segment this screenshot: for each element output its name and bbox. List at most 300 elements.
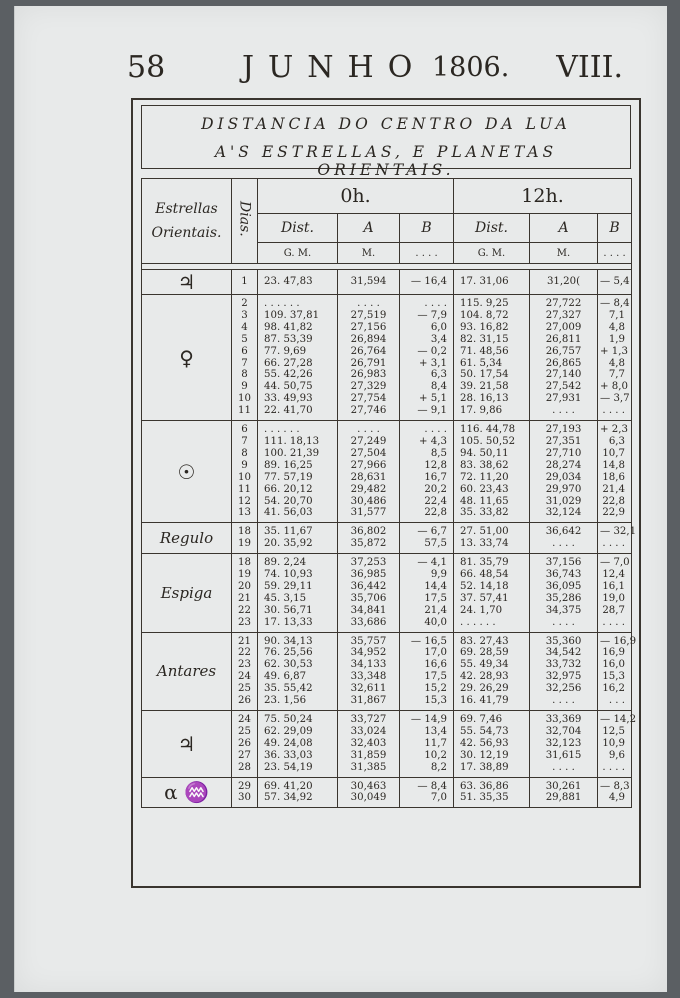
time-0h-header: 0h. — [258, 179, 454, 214]
day-cell — [232, 711, 258, 778]
day-cell — [232, 523, 258, 554]
day-value: 7 — [241, 357, 248, 369]
day-value: 27 — [238, 749, 251, 761]
distance-0h-value: 90. 34,13 — [264, 635, 313, 647]
distance-12h-value: 55. 49,34 — [460, 659, 509, 671]
distance-0h-cell — [258, 523, 338, 554]
a-0h-value: 26,791 — [350, 357, 387, 369]
distance-12h-value: . . . . . . — [460, 616, 496, 628]
distance-12h-cell — [454, 777, 530, 808]
day-value: 24 — [238, 714, 251, 725]
b-0h-value: 22,4 — [424, 495, 448, 507]
body-name-cell: ♀ — [142, 295, 232, 421]
b-0h-value: 40,0 — [424, 616, 448, 628]
distance-0h-value: 45. 3,15 — [264, 592, 307, 604]
b-12h-value: 10,7 — [602, 447, 626, 459]
distance-12h-value: 83. 38,62 — [460, 459, 509, 471]
distance-12h-value: 72. 11,20 — [460, 471, 509, 483]
distance-0h-value: 62. 30,53 — [264, 659, 313, 671]
distance-12h-value: 28. 16,13 — [460, 393, 509, 405]
distance-0h-value: 49. 24,08 — [264, 737, 313, 749]
b-12h-value: 18,6 — [602, 471, 626, 483]
a-12h-value: 26,811 — [545, 333, 582, 345]
day-value: 2 — [241, 298, 248, 309]
day-value: 21 — [238, 635, 251, 647]
a-12h-value: 27,193 — [545, 424, 582, 436]
b-0h-value: 20,2 — [424, 483, 448, 495]
a-0h-value: 28,631 — [350, 471, 387, 483]
a-12h-cell — [530, 295, 598, 421]
a-0h-value: 36,802 — [350, 526, 387, 538]
a-0h-value: 30,486 — [350, 495, 387, 507]
day-value: 7 — [241, 435, 248, 447]
day-value: 22 — [238, 604, 251, 616]
distance-0h-value: 30. 56,71 — [264, 604, 313, 616]
a-12h-value: 29,970 — [545, 483, 582, 495]
unit-dots-12h: . . . . — [598, 243, 632, 264]
a-12h-value: 27,351 — [545, 435, 582, 447]
b-12h-value: — 5,4 — [600, 276, 630, 288]
b-12h-value: 14,8 — [602, 459, 626, 471]
unit-gm-0h: G. M. — [258, 243, 338, 264]
distance-12h-value: 50. 17,54 — [460, 369, 509, 381]
table-row — [142, 421, 632, 523]
a-12h-value: . . . . — [552, 538, 575, 550]
day-value: 13 — [238, 507, 251, 519]
distance-12h-value: 42. 28,93 — [460, 671, 509, 683]
a-12h-header: A — [530, 214, 598, 243]
distance-12h-value: 94. 50,11 — [460, 447, 509, 459]
b-12h-value: 4,9 — [608, 792, 626, 804]
distance-0h-value: 22. 41,70 — [264, 405, 313, 417]
day-value: 29 — [238, 780, 251, 792]
unit-m-12h: M. — [530, 243, 598, 264]
distance-12h-value: 48. 11,65 — [460, 495, 509, 507]
a-12h-value: 30,261 — [545, 780, 582, 792]
b-12h-value: 7,7 — [608, 369, 626, 381]
body-name-cell: Espiga — [142, 554, 232, 632]
a-12h-cell — [530, 711, 598, 778]
table-row — [142, 295, 632, 421]
a-12h-value: 27,710 — [545, 447, 582, 459]
day-value: 8 — [241, 447, 248, 459]
b-12h-value: 16,9 — [602, 647, 626, 659]
b-12h-value: 1,9 — [608, 333, 626, 345]
table-row — [142, 777, 632, 808]
a-12h-value: 35,360 — [545, 635, 582, 647]
distance-0h-value: 35. 55,42 — [264, 683, 313, 695]
distance-0h-value: 77. 9,69 — [264, 345, 307, 357]
b-0h-value: . . . . — [424, 298, 448, 309]
b-12h-value: . . . . — [602, 616, 626, 628]
b-0h-value: 13,4 — [424, 725, 448, 737]
b-0h-value: — 7,9 — [417, 309, 448, 321]
b-12h-value: — 3,7 — [600, 393, 630, 405]
distance-12h-value: 17. 38,89 — [460, 761, 509, 773]
distance-12h-value: 27. 51,00 — [460, 526, 509, 538]
unit-m-0h: M. — [338, 243, 400, 264]
a-12h-value: 27,327 — [545, 309, 582, 321]
b-12h-value: + 2,3 — [600, 424, 628, 436]
a-0h-value: 31,859 — [350, 749, 387, 761]
b-0h-value: — 0,2 — [417, 345, 448, 357]
b-12h-value: 15,3 — [602, 671, 626, 683]
b-0h-value: — 16,5 — [410, 635, 448, 647]
b-0h-value: 21,4 — [424, 604, 448, 616]
b-12h-value: 4,8 — [608, 357, 626, 369]
a-12h-value: 32,975 — [545, 671, 582, 683]
b-12h-value: 22,9 — [602, 507, 626, 519]
day-value: 3 — [241, 309, 248, 321]
distance-0h-value: 41. 56,03 — [264, 507, 313, 519]
day-cell — [232, 632, 258, 710]
b-12h-cell — [598, 632, 637, 710]
b-12h-value: 22,8 — [602, 495, 626, 507]
distance-0h-value: 44. 50,75 — [264, 381, 313, 393]
stars-header-line-2: Orientais. — [151, 225, 222, 241]
body-name-cell: Regulo — [142, 523, 232, 554]
a-0h-cell — [338, 295, 400, 421]
b-0h-value: 8,5 — [430, 447, 448, 459]
b-0h-value: 12,8 — [424, 459, 448, 471]
a-12h-cell — [530, 421, 598, 523]
distance-12h-value: 51. 35,35 — [460, 792, 509, 804]
days-header-label: Dias. — [236, 201, 253, 237]
days-column-header — [232, 179, 258, 264]
b-12h-value: 19,0 — [602, 592, 626, 604]
distance-12h-value: 115. 9,25 — [460, 298, 509, 309]
distance-12h-value: 69. 7,46 — [460, 714, 503, 725]
b-12h-value: — 16,9 — [600, 635, 637, 647]
b-12h-cell — [598, 523, 637, 554]
day-value: 24 — [238, 671, 251, 683]
a-0h-value: 31,867 — [350, 695, 387, 707]
a-12h-value: 34,542 — [545, 647, 582, 659]
distance-12h-value: 116. 44,78 — [460, 424, 516, 436]
b-0h-value: 15,3 — [424, 695, 448, 707]
b-0h-value: 17,0 — [424, 647, 448, 659]
b-12h-value: 12,5 — [602, 725, 626, 737]
a-0h-value: 35,706 — [350, 592, 387, 604]
b-12h-value: 28,7 — [602, 604, 626, 616]
day-cell — [232, 295, 258, 421]
distance-12h-value: 63. 36,86 — [460, 780, 509, 792]
b-0h-cell — [400, 421, 454, 523]
b-12h-cell — [598, 711, 637, 778]
b-0h-value: . . . . — [424, 424, 448, 436]
day-value: 30 — [238, 792, 251, 804]
a-0h-cell — [338, 632, 400, 710]
b-0h-cell — [400, 523, 454, 554]
day-value: 22 — [238, 647, 251, 659]
a-0h-header: A — [338, 214, 400, 243]
distance-12h-cell — [454, 711, 530, 778]
distance-0h-value: 111. 18,13 — [264, 435, 320, 447]
b-0h-value: — 6,7 — [417, 526, 448, 538]
b-12h-value: . . . . — [602, 538, 626, 550]
a-12h-value: 32,123 — [545, 737, 582, 749]
a-12h-value: 33,732 — [545, 659, 582, 671]
distance-0h-cell — [258, 711, 338, 778]
day-value: 26 — [238, 737, 251, 749]
day-value: 23 — [238, 616, 251, 628]
day-value: 10 — [238, 471, 251, 483]
body-name-cell: ♃ — [142, 270, 232, 295]
distance-0h-cell — [258, 632, 338, 710]
stars-header-line-1: Estrellas — [155, 201, 218, 217]
distance-12h-cell — [454, 523, 530, 554]
distance-12h-cell — [454, 632, 530, 710]
heading-line-2: A'S ESTRELLAS, E PLANETAS ORIENTAIS. — [214, 143, 558, 179]
dist-12h-header: Dist. — [454, 214, 530, 243]
b-0h-cell — [400, 270, 454, 295]
a-12h-value: . . . . — [552, 761, 575, 773]
b-0h-value: 6,3 — [430, 369, 448, 381]
a-0h-value: 34,952 — [350, 647, 387, 659]
a-0h-value: 32,611 — [350, 683, 387, 695]
day-value: 28 — [238, 761, 251, 773]
b-0h-value: 57,5 — [424, 538, 448, 550]
day-value: 6 — [241, 345, 248, 357]
distance-0h-value: 36. 33,03 — [264, 749, 313, 761]
a-0h-cell — [338, 554, 400, 632]
distance-12h-cell — [454, 421, 530, 523]
distance-12h-value: 37. 57,41 — [460, 592, 509, 604]
a-0h-value: . . . . — [357, 424, 380, 436]
a-12h-value: 31,20( — [546, 276, 581, 288]
day-value: 25 — [238, 683, 251, 695]
b-12h-cell — [598, 295, 632, 421]
a-0h-value: 36,985 — [350, 569, 387, 581]
day-value: 12 — [238, 495, 251, 507]
a-12h-value: 33,369 — [545, 714, 582, 725]
b-12h-value: — 8,4 — [600, 298, 630, 309]
a-12h-value: 28,274 — [545, 459, 582, 471]
a-0h-value: 27,504 — [350, 447, 387, 459]
a-12h-value: 26,865 — [545, 357, 582, 369]
a-0h-value: 34,841 — [350, 604, 387, 616]
a-12h-cell — [530, 632, 598, 710]
a-0h-value: 30,463 — [350, 780, 387, 792]
b-0h-value: 17,5 — [424, 592, 448, 604]
distance-12h-value: 60. 23,43 — [460, 483, 509, 495]
b-0h-value: 15,2 — [424, 683, 448, 695]
day-cell — [232, 421, 258, 523]
distance-12h-value: 55. 54,73 — [460, 725, 509, 737]
a-0h-value: 35,757 — [350, 635, 387, 647]
b-12h-value: — 7,0 — [600, 557, 630, 569]
a-0h-value: 27,329 — [350, 381, 387, 393]
distance-0h-value: 98. 41,82 — [264, 321, 313, 333]
a-0h-value: 30,049 — [350, 792, 387, 804]
b-0h-value: — 4,1 — [417, 557, 448, 569]
table-row — [142, 270, 632, 295]
a-0h-value: 29,482 — [350, 483, 387, 495]
b-12h-value: + 1,3 — [600, 345, 628, 357]
a-12h-value: 36,743 — [545, 569, 582, 581]
table-row — [142, 632, 632, 710]
a-0h-value: 27,156 — [350, 321, 387, 333]
day-cell — [232, 777, 258, 808]
distance-12h-value: 35. 33,82 — [460, 507, 509, 519]
day-value: 9 — [241, 381, 248, 393]
day-value: 26 — [238, 695, 251, 707]
a-12h-value: . . . . — [552, 616, 575, 628]
a-12h-value: 26,757 — [545, 345, 582, 357]
distance-0h-value: 54. 20,70 — [264, 495, 313, 507]
distance-0h-value: 76. 25,56 — [264, 647, 313, 659]
a-12h-value: 37,156 — [545, 557, 582, 569]
distance-0h-value: 74. 10,93 — [264, 569, 313, 581]
distance-12h-value: 105. 50,52 — [460, 435, 516, 447]
distance-0h-value: 17. 13,33 — [264, 616, 313, 628]
day-cell — [232, 270, 258, 295]
body-name-cell: α ♒ — [142, 777, 232, 808]
body-name-cell: ☉ — [142, 421, 232, 523]
a-0h-value: 26,764 — [350, 345, 387, 357]
a-0h-value: 31,385 — [350, 761, 387, 773]
b-12h-value: — 8,3 — [600, 780, 630, 792]
table-row — [142, 711, 632, 778]
b-12h-header: B — [598, 214, 632, 243]
b-12h-value: 16,1 — [602, 580, 626, 592]
page-header — [127, 50, 623, 90]
b-12h-value: . . . — [608, 695, 626, 707]
b-12h-value: 6,3 — [608, 435, 626, 447]
a-12h-value: 27,009 — [545, 321, 582, 333]
distance-0h-cell — [258, 554, 338, 632]
distance-12h-value: 61. 5,34 — [460, 357, 503, 369]
b-0h-value: — 16,4 — [410, 276, 448, 288]
b-0h-value: 8,4 — [430, 381, 448, 393]
table-frame — [131, 98, 641, 888]
a-12h-value: . . . . — [552, 405, 575, 417]
b-12h-cell — [598, 421, 632, 523]
book-page — [14, 6, 667, 992]
distance-0h-value: 49. 6,87 — [264, 671, 307, 683]
distance-0h-value: 75. 50,24 — [264, 714, 313, 725]
a-0h-value: 27,519 — [350, 309, 387, 321]
b-0h-value: + 3,1 — [419, 357, 448, 369]
b-12h-value: — 32,1 — [600, 526, 637, 538]
a-12h-value: 27,931 — [545, 393, 582, 405]
a-12h-value: . . . . — [552, 695, 575, 707]
distance-12h-value: 17. 9,86 — [460, 405, 503, 417]
distance-0h-value: 33. 49,93 — [264, 393, 313, 405]
distance-12h-value: 81. 35,79 — [460, 557, 509, 569]
day-value: 19 — [238, 569, 251, 581]
b-12h-value: 10,9 — [602, 737, 626, 749]
a-0h-value: 32,403 — [350, 737, 387, 749]
distance-0h-cell — [258, 421, 338, 523]
a-0h-value: 31,577 — [350, 507, 387, 519]
distance-0h-value: 35. 11,67 — [264, 526, 313, 538]
a-12h-value: 36,095 — [545, 580, 582, 592]
distance-12h-value: 39. 21,58 — [460, 381, 509, 393]
distance-0h-value: 23. 54,19 — [264, 761, 313, 773]
distance-0h-value: 89. 16,25 — [264, 459, 313, 471]
distance-12h-value: 82. 31,15 — [460, 333, 509, 345]
b-0h-value: — 8,4 — [417, 780, 448, 792]
a-12h-value: 31,029 — [545, 495, 582, 507]
b-0h-header: B — [400, 214, 454, 243]
b-0h-value: 8,2 — [430, 761, 448, 773]
a-12h-value: 29,034 — [545, 471, 582, 483]
unit-gm-12h: G. M. — [454, 243, 530, 264]
day-value: 8 — [241, 369, 248, 381]
distance-0h-value: 23. 1,56 — [264, 695, 307, 707]
a-0h-value: 27,966 — [350, 459, 387, 471]
a-0h-cell — [338, 777, 400, 808]
a-12h-value: 31,615 — [545, 749, 582, 761]
b-12h-value: 16,2 — [602, 683, 626, 695]
unit-dots-0h: . . . . — [400, 243, 454, 264]
stars-column-header — [142, 179, 232, 264]
distance-0h-value: . . . . . . — [264, 424, 300, 436]
b-0h-value: + 4,3 — [419, 435, 448, 447]
b-12h-value: 16,0 — [602, 659, 626, 671]
distance-12h-cell — [454, 295, 530, 421]
distance-0h-value: 66. 27,28 — [264, 357, 313, 369]
day-value: 11 — [238, 483, 251, 495]
distance-12h-value: 52. 14,18 — [460, 580, 509, 592]
day-value: 6 — [241, 424, 248, 436]
distance-12h-value: 83. 27,43 — [460, 635, 509, 647]
distance-12h-value: 69. 28,59 — [460, 647, 509, 659]
distance-0h-value: 62. 29,09 — [264, 725, 313, 737]
distance-12h-cell — [454, 554, 530, 632]
a-0h-cell — [338, 523, 400, 554]
page-section: VIII. — [556, 50, 623, 85]
a-0h-value: 33,024 — [350, 725, 387, 737]
page-number: 58 — [127, 50, 166, 85]
distance-0h-value: 59. 29,11 — [264, 580, 313, 592]
distance-12h-value: 29. 26,29 — [460, 683, 509, 695]
distance-12h-value: 30. 12,19 — [460, 749, 509, 761]
distance-0h-value: 57. 34,92 — [264, 792, 313, 804]
day-value: 10 — [238, 393, 251, 405]
a-0h-value: 26,983 — [350, 369, 387, 381]
b-0h-value: 16,6 — [424, 659, 448, 671]
distance-0h-value: 89. 2,24 — [264, 557, 307, 569]
b-12h-cell — [598, 270, 632, 295]
day-value: 18 — [238, 557, 251, 569]
table-heading — [141, 105, 631, 179]
distance-0h-value: 109. 37,81 — [264, 309, 320, 321]
a-12h-value: 32,256 — [545, 683, 582, 695]
distance-0h-value: . . . . . . — [264, 298, 300, 309]
distance-12h-value: 24. 1,70 — [460, 604, 503, 616]
b-12h-value: . . . . — [602, 405, 626, 417]
b-0h-value: 17,5 — [424, 671, 448, 683]
b-0h-cell — [400, 295, 454, 421]
day-value: 23 — [238, 659, 251, 671]
b-0h-cell — [400, 777, 454, 808]
b-12h-cell — [598, 777, 632, 808]
a-0h-value: 27,746 — [350, 405, 387, 417]
table-row — [142, 523, 632, 554]
page-year: 1806. — [432, 52, 510, 83]
b-12h-cell — [598, 554, 632, 632]
day-value: 11 — [238, 405, 251, 417]
b-0h-value: 9,9 — [430, 569, 448, 581]
a-0h-value: 33,686 — [350, 616, 387, 628]
b-12h-value: 12,4 — [602, 569, 626, 581]
distance-12h-value: 16. 41,79 — [460, 695, 509, 707]
body-name-cell: ♃ — [142, 711, 232, 778]
a-0h-value: . . . . — [357, 298, 380, 309]
day-cell — [232, 554, 258, 632]
